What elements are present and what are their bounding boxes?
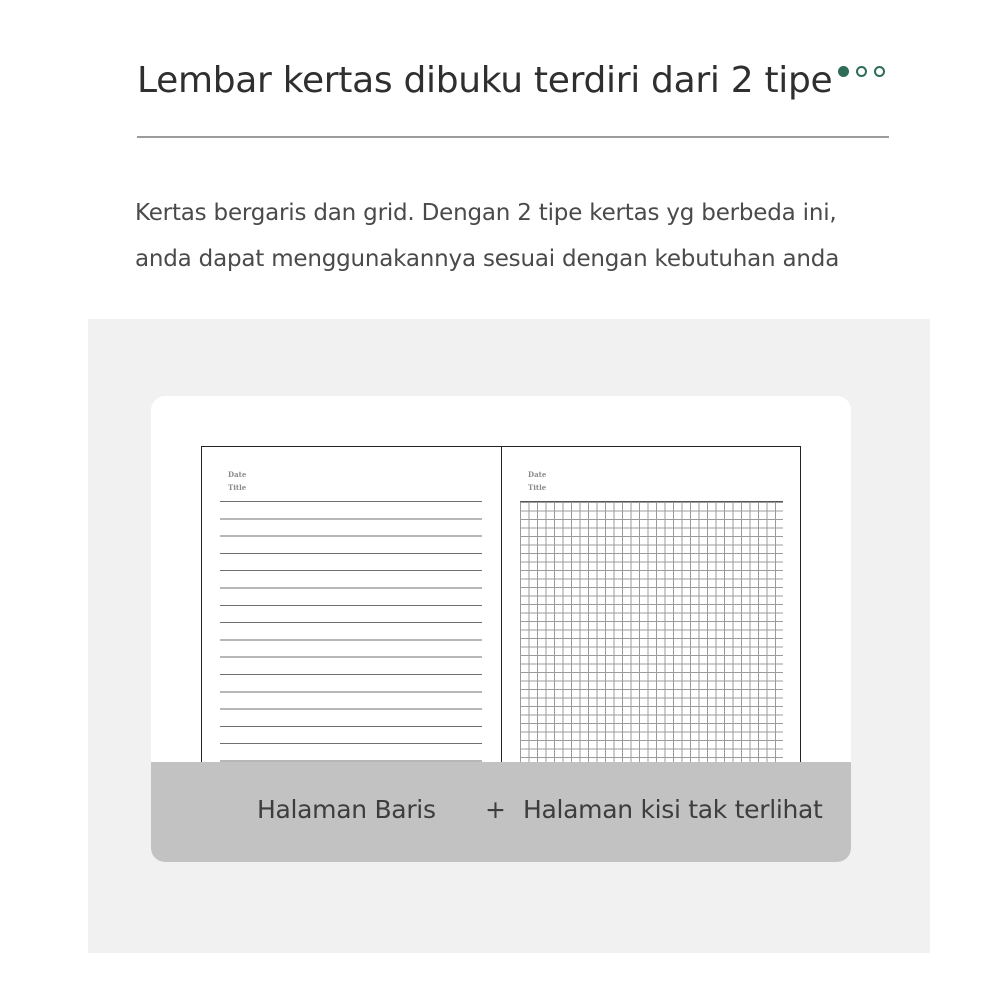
open-notebook-image <box>201 446 801 766</box>
title-label: Title <box>228 483 247 492</box>
date-label: Date <box>528 470 547 479</box>
caption-plus-icon: + <box>485 795 506 824</box>
title-divider <box>137 136 889 138</box>
dot-inactive-icon <box>874 66 885 77</box>
description <box>135 190 915 282</box>
ruled-lines <box>220 501 482 765</box>
preview-card <box>151 396 851 862</box>
pagination-dots <box>838 66 885 77</box>
date-label: Date <box>228 470 247 479</box>
lined-page <box>202 447 502 765</box>
description-line-1: Kertas bergaris dan grid. Dengan 2 tipe kertas yg berbeda ini, <box>135 200 837 226</box>
caption-grid-page: Halaman kisi tak terlihat <box>523 795 823 824</box>
caption-lined-page: Halaman Baris <box>257 795 436 824</box>
grid-page <box>502 447 801 765</box>
page-title: Lembar kertas dibuku terdiri dari 2 tipe <box>137 60 833 101</box>
dot-active-icon <box>838 66 849 77</box>
dot-inactive-icon <box>856 66 867 77</box>
grid-lines <box>520 502 783 765</box>
description-line-2: anda dapat menggunakannya sesuai dengan kebutuhan anda <box>135 246 840 272</box>
title-label: Title <box>528 483 547 492</box>
